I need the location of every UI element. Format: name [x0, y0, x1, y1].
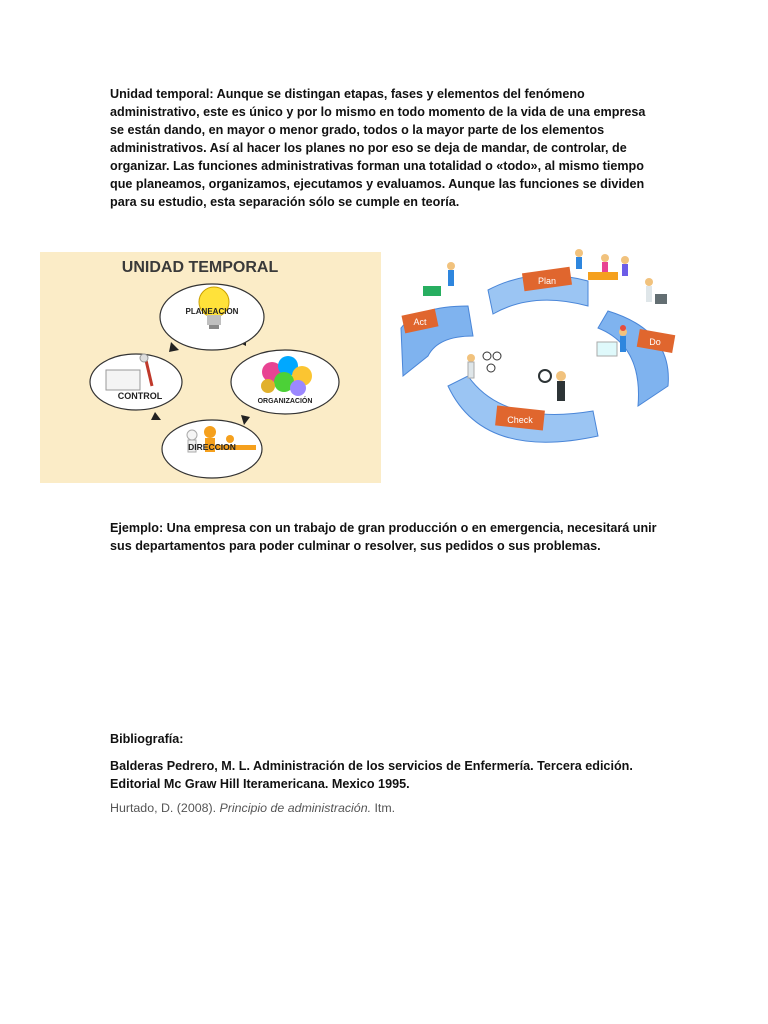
segment-label: Check — [507, 415, 533, 425]
node-label: ORGANIZACIÓN — [257, 398, 313, 405]
reference-title: Principio de administración. — [219, 801, 372, 815]
pdca-cycle-figure — [383, 236, 691, 475]
paragraph-lead: Unidad temporal: — [110, 87, 214, 101]
node-planeacion — [160, 284, 264, 350]
node-label: CONTROL — [117, 391, 163, 401]
paragraph-text: Aunque se distingan etapas, fases y elementos del fenómeno administrativo, este es único y por lo mismo en todo momento de la vida de una empresa se están dando, en mayor o menor grado, todos o la mayor parte de los elementos administrativos. Así al hacer los planes no por eso se deja de mandar, de controlar, de organizar. Las funciones administrativas forman una totalidad o «todo», al mismo tiempo que planeamos, organizamos, ejecutamos y evaluamos. Aunque las funciones se dividen para su estudio, esta separación sólo se cumple en teoría. — [110, 87, 646, 209]
bibliography-reference — [110, 801, 658, 815]
node-label: DIRECCION — [188, 442, 236, 452]
segment-label: Act — [413, 317, 427, 327]
paragraph-ejemplo — [110, 519, 658, 555]
bibliography-reference: Balderas Pedrero, M. L. Administración de los servicios de Enfermería. Tercera edición. Editorial Mc Graw Hill Iteramericana. Mexico 1995. — [110, 759, 633, 791]
segment-label: Do — [649, 337, 661, 347]
paragraph-unidad-temporal — [110, 85, 658, 211]
node-direccion — [162, 420, 262, 478]
segment-label: Plan — [537, 276, 557, 286]
reference-author: Hurtado, D. (2008). — [110, 801, 220, 815]
paragraph-lead: Ejemplo: — [110, 521, 164, 535]
unidad-temporal-figure — [40, 252, 381, 483]
node-label: PLANEACION — [185, 307, 239, 316]
figure-title: UNIDAD TEMPORAL — [121, 259, 279, 276]
bibliography-heading: Bibliografía: — [110, 732, 184, 746]
paragraph-text: Una empresa con un trabajo de gran producción o en emergencia, necesitará unir sus departamentos para poder culminar o resolver, sus pedidos o sus problemas. — [110, 521, 657, 553]
node-organizacion — [231, 350, 339, 414]
node-control — [90, 354, 182, 410]
reference-publisher: Itm. — [371, 801, 396, 815]
